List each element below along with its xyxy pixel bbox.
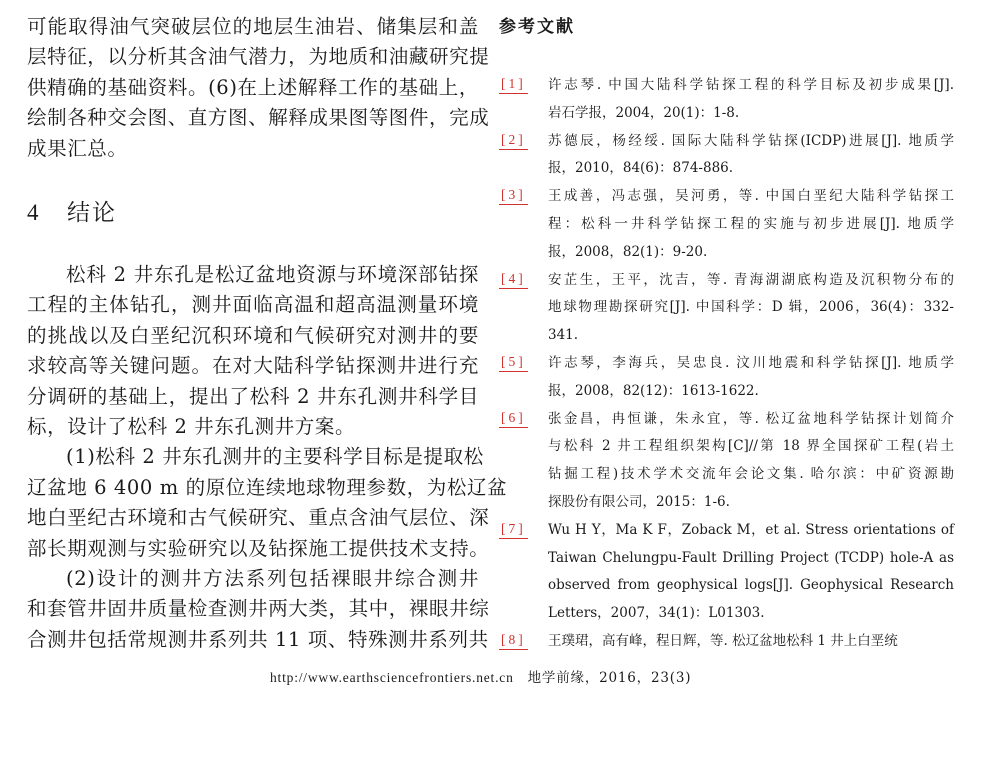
text-line: 可能取得油气突破层位的地层生油岩、储集层和盖: [27, 15, 479, 38]
reference-list: [499, 72, 954, 656]
reference-number: [4]: [499, 270, 528, 289]
reference-number: [7]: [499, 520, 528, 539]
reference-number: [6]: [499, 409, 528, 428]
reference-item: [499, 350, 954, 406]
reference-text-line: Taiwan Chelungpu-Fault Drilling Project (TCDP) hole-A as: [548, 549, 954, 566]
text-line: 合测井包括常规测井系列共 11 项、特殊测井系列共: [27, 627, 489, 651]
reference-number: [8]: [499, 631, 528, 650]
reference-text-line: 苏德辰，杨经绥. 国际大陆科学钻探(ICDP)进展[J]. 地质学: [548, 132, 954, 149]
reference-text-line: observed from geophysical logs[J]. Geophysical Research: [548, 577, 954, 594]
reference-text-line: 安芷生，王平，沈吉，等. 青海湖湖底构造及沉积物分布的: [548, 271, 954, 288]
reference-text-line: 许志琴，李海兵，吴忠良. 汶川地震和科学钻探[J]. 地质学: [548, 354, 954, 371]
text-line: 和套管井固井质量检查测井两大类，其中，裸眼井综: [27, 597, 490, 621]
reference-item: [499, 267, 954, 350]
section-number: 4: [27, 200, 39, 225]
text-line: 部长期观测与实验研究以及钻探施工提供技术支持。: [27, 536, 490, 560]
reference-text-line: 地球物理勘探研究[J]. 中国科学：D 辑，2006，36(4)：332-: [548, 299, 954, 316]
page-footer: [270, 666, 691, 686]
text-line: 辽盆地 6 400 m 的原位连续地球物理参数，为松辽盆: [27, 475, 508, 499]
text-line: 供精确的基础资料。(6)在上述解释工作的基础上，: [27, 75, 479, 99]
section-title: 结论: [67, 200, 117, 226]
text-line: 的挑战以及白垩纪沉积环境和气候研究对测井的要: [27, 323, 479, 347]
reference-text-line: 程：松科一井科学钻探工程的实施与初步进展[J]. 地质学: [548, 215, 954, 232]
reference-text-line: 钻掘工程)技术学术交流年会论文集. 哈尔滨：中矿资源勘: [548, 466, 954, 483]
reference-text-line: 王璞珺，高有峰，程日辉，等. 松辽盆地松科 1 井上白垩统: [548, 632, 898, 649]
text-line: (2)设计的测井方法系列包括裸眼井综合测井: [66, 567, 479, 591]
reference-text-line: 探股份有限公司，2015：1-6.: [548, 493, 730, 510]
text-line: 绘制各种交会图、直方图、解释成果图等图件，完成: [27, 106, 490, 130]
text-line: 松科 2 井东孔是松辽盆地资源与环境深部钻探: [66, 263, 479, 286]
text-line: 标，设计了松科 2 井东孔测井方案。: [27, 415, 356, 439]
reference-item: [499, 183, 954, 266]
reference-text-line: 岩石学报，2004，20(1)：1-8.: [548, 104, 740, 121]
reference-text-line: Wu H Y，Ma K F，Zoback M，et al. Stress orientations of: [548, 521, 954, 538]
conclusion-body: [27, 260, 508, 655]
reference-item: [499, 517, 954, 628]
text-line: 求较高等关键问题。在对大陆科学钻探测井进行充: [27, 354, 479, 378]
reference-item: [499, 128, 954, 184]
reference-text-line: 报，2008，82(1)：9-20.: [548, 243, 708, 260]
reference-text-line: 张金昌，冉恒谦，朱永宜，等. 松辽盆地科学钻探计划简介: [548, 410, 954, 427]
paragraph: [27, 260, 508, 655]
reference-item: [499, 406, 954, 517]
reference-item: [499, 628, 954, 656]
reference-number: [1]: [499, 75, 528, 94]
references-title: 参考文献: [499, 17, 575, 37]
reference-text-line: Letters，2007，34(1)：L01303.: [548, 605, 765, 622]
reference-number: [3]: [499, 186, 528, 205]
text-line: 工程的主体钻孔，测井面临高温和超高温测量环境: [27, 293, 479, 317]
reference-text-line: 与松科 2 井工程组织架构[C]//第 18 界全国探矿工程(岩土: [548, 438, 954, 455]
reference-text-line: 王成善，冯志强，吴河勇，等. 中国白垩纪大陆科学钻探工: [548, 188, 954, 205]
text-line: (1)松科 2 井东孔测井的主要科学目标是提取松: [66, 445, 484, 469]
reference-number: [2]: [499, 131, 528, 150]
footer-journal: 地学前缘，2016，23(3): [527, 670, 692, 686]
reference-text-line: 报，2010，84(6)：874-886.: [548, 160, 734, 177]
footer-url: http://www.earthsciencefrontiers.net.cn: [270, 670, 514, 685]
text-line: 层特征，以分析其含油气潜力，为地质和油藏研究提: [27, 45, 490, 69]
reference-number: [5]: [499, 353, 528, 372]
text-line: 成果汇总。: [27, 136, 128, 160]
conclusion-preceding-paragraph: [27, 12, 490, 164]
text-line: 分调研的基础上，提出了松科 2 井东孔测井科学目: [27, 384, 479, 408]
reference-text-line: 报，2008，82(12)：1613-1622.: [548, 382, 759, 399]
reference-text-line: 341.: [548, 327, 579, 344]
reference-text-line: 许志琴. 中国大陆科学钻探工程的科学目标及初步成果[J].: [548, 77, 954, 93]
section-heading: [27, 194, 117, 227]
paragraph: [27, 12, 490, 164]
text-line: 地白垩纪古环境和古气候研究、重点含油气层位、深: [27, 506, 490, 530]
reference-item: [499, 72, 954, 128]
